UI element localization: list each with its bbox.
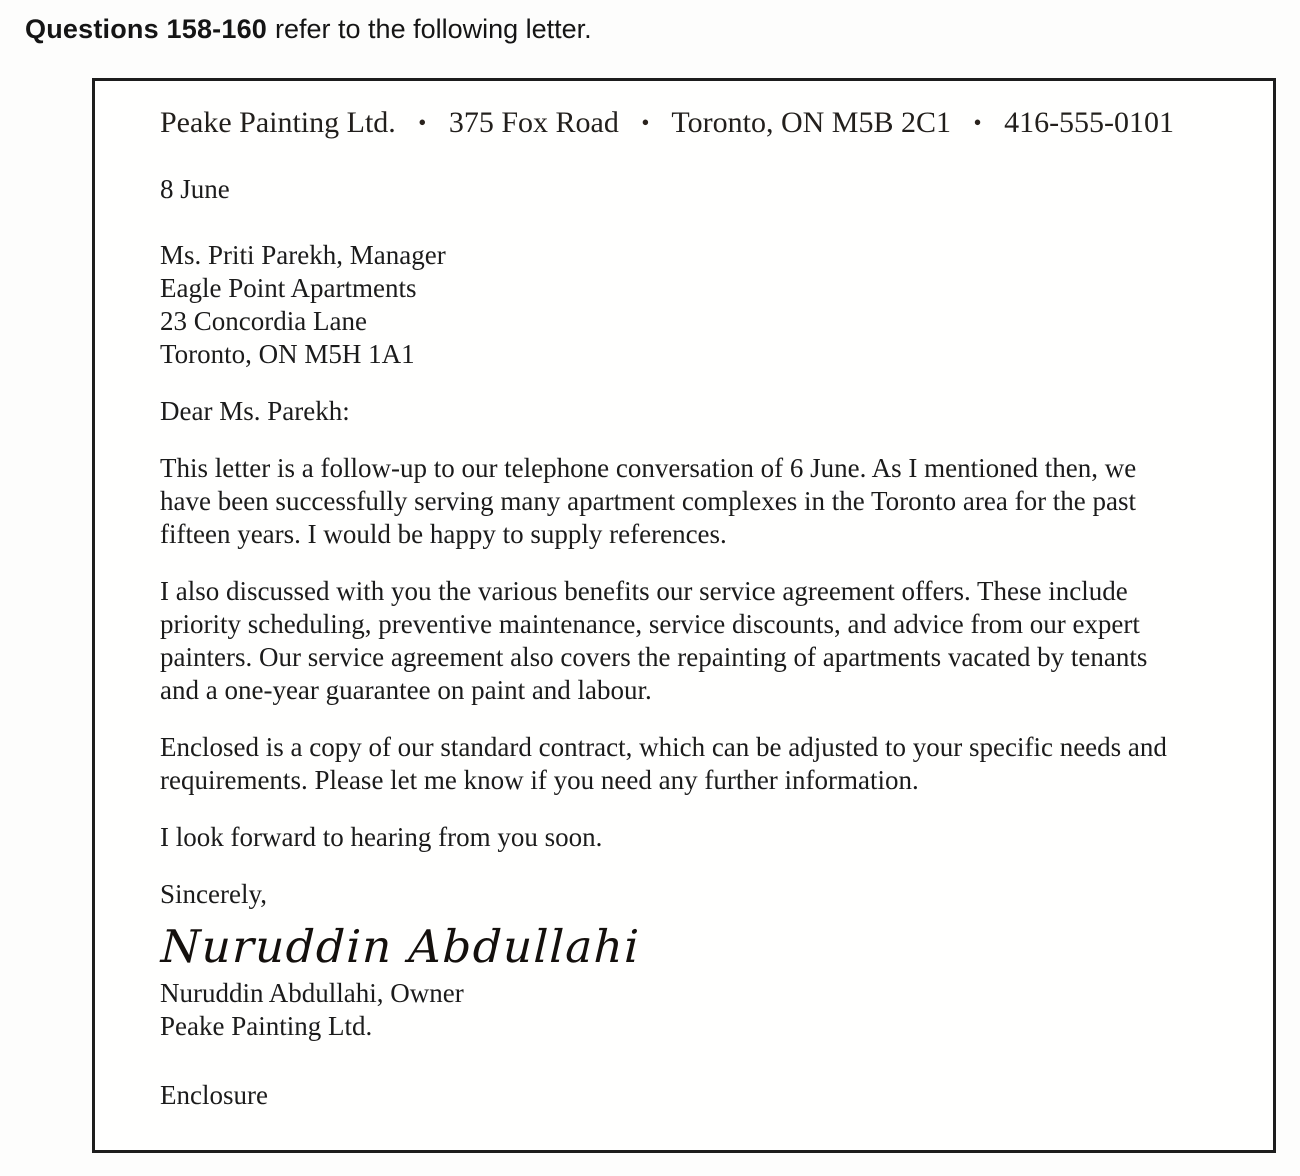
letter-box: [92, 78, 1276, 1153]
recipient-line: Ms. Priti Parekh, Manager: [160, 240, 446, 270]
body-paragraph: Enclosed is a copy of our standard contract, which can be adjusted to your specific needs and requirements. Please let me know if you need any further information.: [160, 732, 1167, 795]
closing: Sincerely,: [160, 879, 267, 909]
signer-name: Nuruddin Abdullahi, Owner: [160, 978, 464, 1008]
phone-number: 416-555-0101: [1004, 106, 1175, 139]
recipient-line: Toronto, ON M5H 1A1: [160, 339, 415, 369]
question-range: Questions 158-160: [25, 14, 268, 44]
body-paragraph: I also discussed with you the various benefits our service agreement offers. These include priority scheduling, preventive maintenance, service discounts, and advice from our expert painters. Our service agreement also covers the repainting of apartments vacated by tenants and a one-year guarantee on paint and labour.: [160, 576, 1148, 705]
street-address: 375 Fox Road: [448, 106, 619, 139]
salutation: Dear Ms. Parekh:: [160, 396, 350, 426]
questions-header: [25, 13, 592, 45]
bullet-icon: •: [641, 110, 650, 135]
city-address: Toronto, ON M5B 2C1: [671, 106, 951, 139]
company-name: Peake Painting Ltd.: [160, 106, 396, 139]
body-paragraph: I look forward to hearing from you soon.: [160, 822, 603, 852]
letterhead: [160, 105, 1177, 141]
bullet-icon: •: [973, 110, 982, 135]
body-paragraph: This letter is a follow-up to our telephone conversation of 6 June. As I mentioned then, we have been successfully serving many apartment complexes in the Toronto area for the past fifteen years. I would be happy to supply references.: [160, 453, 1137, 549]
recipient-line: Eagle Point Apartments: [160, 273, 417, 303]
handwritten-signature: Nuruddin Abdullahi: [160, 920, 642, 973]
recipient-address: [160, 239, 1177, 371]
recipient-line: 23 Concordia Lane: [160, 306, 367, 336]
enclosure-note: Enclosure: [160, 1080, 268, 1110]
question-instruction: refer to the following letter.: [275, 14, 592, 44]
bullet-icon: •: [418, 110, 427, 135]
signer-company: Peake Painting Ltd.: [160, 1011, 373, 1041]
letter-date: 8 June: [160, 174, 230, 204]
